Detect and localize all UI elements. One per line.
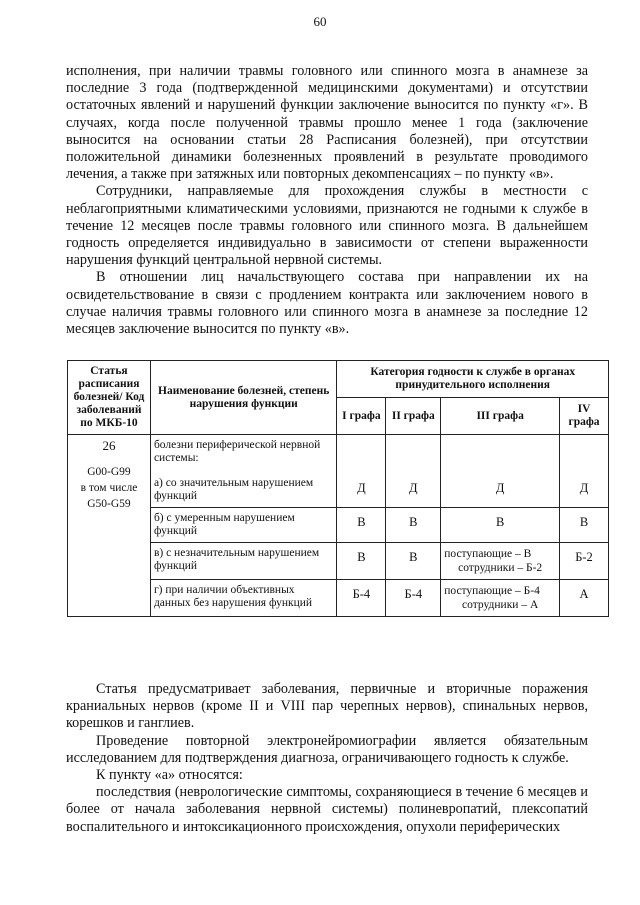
cat-1-value: Д: [337, 435, 386, 508]
cat-3-value: Д: [441, 435, 560, 508]
cat-1-value: В: [337, 508, 386, 543]
header-cat-3: III графа: [441, 398, 560, 435]
cat-4-value: А: [560, 580, 609, 617]
paragraph: Сотрудники, направляемые для прохождения службы в местности с неблагоприятными климатическими условиями, признаются не годными к службе в течение 12 месяцев после травмы головного или спинного мозга. В дальнейшем годность определяется индивидуально в зависимости от степени выраженности нарушения функций центральной нервной системы.: [66, 183, 588, 269]
paragraph: В отношении лиц начальствующего состава при направлении их на освидетельствование в связи с продлением контракта или заключением нового в случае наличия травмы головного или спинного мозга в анамнезе за последние 12 месяцев заключение выносится по пункту «в».: [66, 269, 588, 338]
cat-3-value: [441, 580, 560, 617]
paragraph: Статья предусматривает заболевания, первичные и вторичные поражения краниальных нервов (кроме II и VIII пар черепных нервов), спинальных нервов, корешков и ганглиев.: [66, 681, 588, 732]
fitness-category-table: [67, 360, 609, 617]
icd-code: G50-G59: [87, 498, 131, 510]
cat-4-value: Б-2: [560, 543, 609, 580]
cat-2-value: В: [386, 508, 441, 543]
header-article: Статья расписания болезней/ Код заболеваний по МКБ-10: [68, 361, 151, 435]
cat-4-value: Д: [560, 435, 609, 508]
header-cat-2: II графа: [386, 398, 441, 435]
cat-1-value: Б-4: [337, 580, 386, 617]
cat-3-employees: сотрудники – Б-2: [458, 562, 543, 574]
cat-2-value: В: [386, 543, 441, 580]
cat-2-value: Д: [386, 435, 441, 508]
cat-3-value: В: [441, 508, 560, 543]
header-cat-1: I графа: [337, 398, 386, 435]
cat-4-value: В: [560, 508, 609, 543]
header-cat-4: IV графа: [560, 398, 609, 435]
group-title: болезни периферической нервной системы:: [153, 439, 321, 464]
paragraph: исполнения, при наличии травмы головного или спинного мозга в анамнезе за последние 3 года (подтвержденной медицинскими документами) и отсутствии остаточных явлений и нарушений функции заключение выносится по пункту «г». В случаях, когда после полученной травмы прошло менее 1 года (заключение выносится на основании статьи 28 Расписания болезней), при отсутствии положительной динамики болезненных проявлений в результате проводимого лечения, а также при затяжных или повторных декомпенсациях – по пункту «в».: [66, 63, 588, 183]
table-header-row: [68, 361, 609, 398]
paragraph: К пункту «а» относятся:: [96, 767, 243, 784]
disease-item: г) при наличии объективных данных без нарушения функций: [150, 580, 336, 617]
cat-2-value: Б-4: [386, 580, 441, 617]
disease-item: а) со значительным нарушением функций: [153, 477, 314, 502]
paragraph: последствия (неврологические симптомы, сохраняющиеся в течение 6 месяцев и более от начала заболевания нервной системы) полиневропатий, плексопатий воспалительного и интоксикационного происхождения, опухоли периферических: [66, 784, 588, 835]
table-row: [68, 435, 609, 508]
cat-3-applicants: поступающие – Б-4: [444, 585, 540, 597]
text-block-bottom: [66, 681, 588, 836]
disease-name-cell: [150, 435, 336, 508]
disease-item: в) с незначительным нарушением функций: [150, 543, 336, 580]
cat-3-value: [441, 543, 560, 580]
icd-code: G00-G99: [87, 466, 131, 478]
article-number: 26: [102, 438, 116, 453]
article-cell: [68, 435, 151, 617]
page-number: 60: [313, 14, 327, 29]
cat-3-employees: сотрудники – А: [462, 599, 539, 611]
text-block-top: [66, 63, 588, 338]
header-category-group: Категория годности к службе в органах принудительного исполнения: [337, 361, 609, 398]
icd-code-note: в том числе: [80, 482, 138, 494]
header-disease-name: Наименование болезней, степень нарушения функции: [150, 361, 336, 435]
paragraph: Проведение повторной электронейромиографии является обязательным исследованием для подтверждения диагноза, ограничивающего годность к службе.: [66, 732, 588, 766]
disease-item: б) с умеренным нарушением функций: [150, 508, 336, 543]
cat-1-value: В: [337, 543, 386, 580]
cat-3-applicants: поступающие – В: [444, 548, 532, 560]
